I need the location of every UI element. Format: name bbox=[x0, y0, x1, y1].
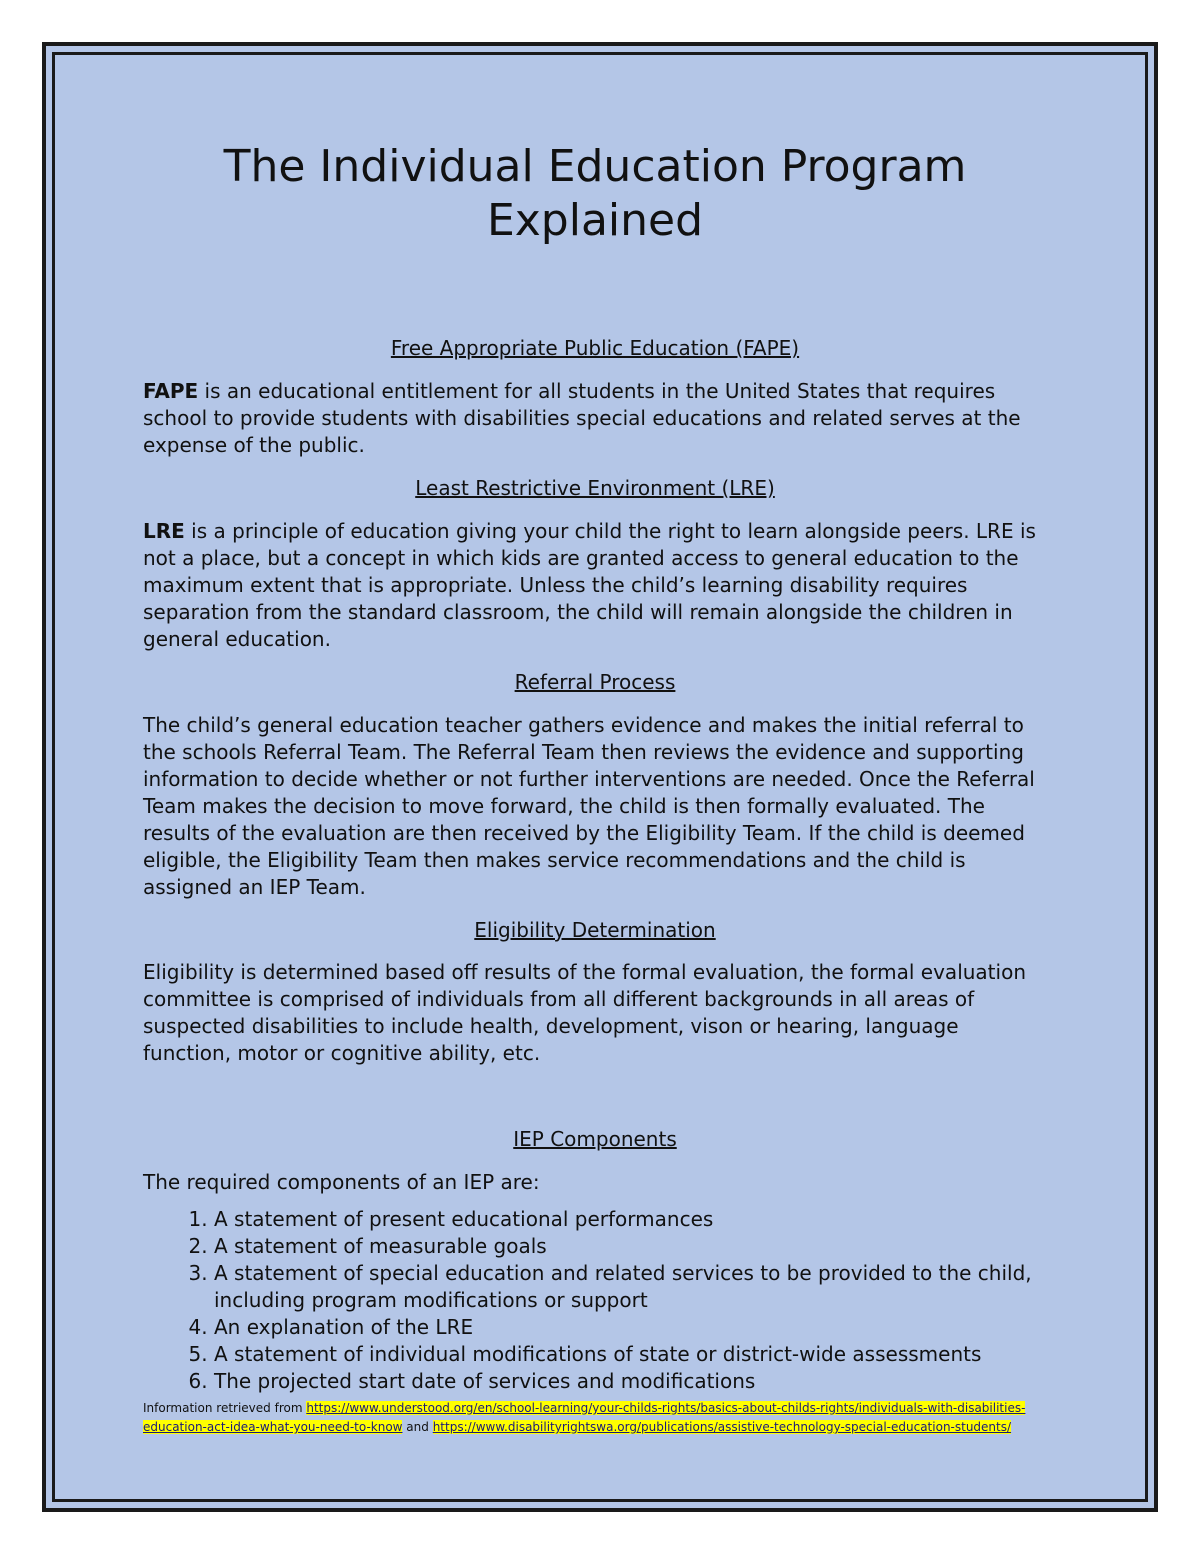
fape-lead: FAPE bbox=[143, 379, 199, 403]
list-item: 1. A statement of present educational performances bbox=[214, 1206, 1047, 1233]
list-item: 5. A statement of individual modifications of state or district-wide assessments bbox=[214, 1341, 1047, 1368]
title-line-2: Explained bbox=[486, 195, 704, 246]
eligibility-heading: Eligibility Determination bbox=[474, 918, 716, 942]
fape-heading: Free Appropriate Public Education (FAPE) bbox=[390, 336, 800, 360]
source-link-understood[interactable]: https://www.understood.org/en/school-learning/your-childs-rights/basics-about-childs-rights/individuals-with-disabilities-education-act-idea-what-you-need-to-know bbox=[143, 1401, 1026, 1434]
list-item: 6. The projected start date of services and modifications bbox=[214, 1368, 1047, 1395]
source-citation bbox=[143, 1399, 1047, 1437]
components-intro: The required components of an IEP are: bbox=[143, 1170, 540, 1194]
fape-text: is an educational entitlement for all students in the United States that requires school to provide students with disabilities special educations and related serves at the expense of the public. bbox=[143, 379, 1021, 457]
components-heading: IEP Components bbox=[513, 1127, 677, 1151]
title-line-1: The Individual Education Program bbox=[223, 141, 967, 192]
list-item: 4. An explanation of the LRE bbox=[214, 1314, 1047, 1341]
document-title bbox=[143, 140, 1047, 248]
lre-heading: Least Restrictive Environment (LRE) bbox=[415, 476, 775, 500]
lre-lead: LRE bbox=[143, 519, 185, 543]
list-item: 2. A statement of measurable goals bbox=[214, 1233, 1047, 1260]
source-prefix: Information retrieved from bbox=[143, 1401, 307, 1415]
source-link-disabilityrightswa[interactable]: https://www.disabilityrightswa.org/publications/assistive-technology-special-education-students/ bbox=[432, 1420, 1012, 1434]
eligibility-paragraph: Eligibility is determined based off results of the formal evaluation, the formal evaluation committee is comprised of individuals from all different backgrounds in all areas of suspected disabilities to include health, development, vison or hearing, language function, motor or cognitive ability, etc. bbox=[143, 960, 1026, 1065]
referral-heading: Referral Process bbox=[514, 670, 676, 694]
lre-text: is a principle of education giving your child the right to learn alongside peers. LRE is not a place, but a concept in which kids are granted access to general education to the maximum extent that is appropriate. Unless the child’s learning disability requires separation from the standard classroom, the child will remain alongside the children in general education. bbox=[143, 519, 1036, 651]
fape-paragraph bbox=[143, 378, 1047, 459]
page-border-outer bbox=[42, 42, 1158, 1512]
source-joiner: and bbox=[402, 1420, 433, 1434]
components-list bbox=[143, 1206, 1047, 1395]
lre-paragraph bbox=[143, 518, 1047, 653]
referral-paragraph: The child’s general education teacher gathers evidence and makes the initial referral to the schools Referral Team. The Referral Team then reviews the evidence and supporting information to decide whether or not further interventions are needed. Once the Referral Team makes the decision to move forward, the child is then formally evaluated. The results of the evaluation are then received by the Eligibility Team. If the child is deemed eligible, the Eligibility Team then makes service recommendations and the child is assigned an IEP Team. bbox=[143, 713, 1035, 899]
list-item: 3. A statement of special education and related services to be provided to the child, including program modifications or support bbox=[214, 1260, 1047, 1314]
